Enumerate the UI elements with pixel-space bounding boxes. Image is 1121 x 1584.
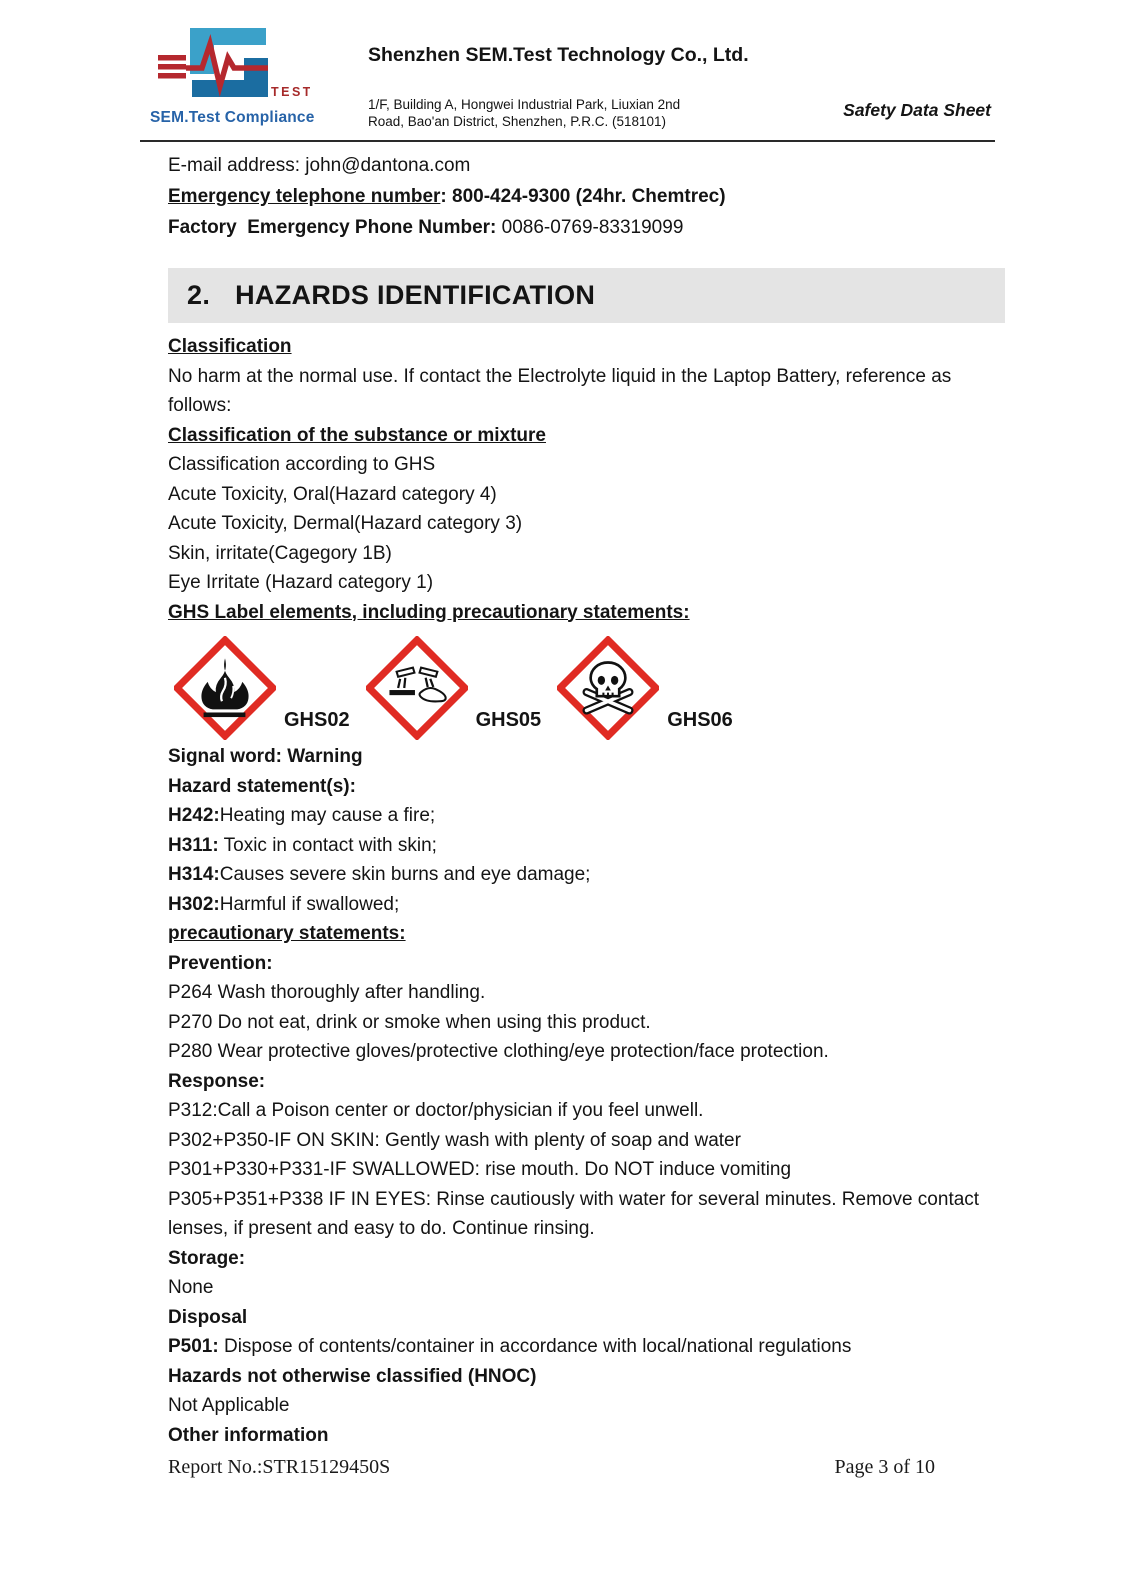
skull-crossbones-icon [557, 636, 659, 740]
email-value: john@dantona.com [305, 155, 471, 176]
storage-value: None [168, 1277, 214, 1298]
response-item: P305+P351+P338 IF IN EYES: Rinse cautiously with water for several minutes. Remove contact lenses, if present and easy to do. Continue rinsing. [168, 1188, 980, 1239]
disposal-code: P501: [168, 1336, 219, 1357]
page-footer [168, 1456, 935, 1479]
corrosion-icon [366, 636, 468, 740]
email-line [168, 150, 990, 181]
classification-item: Acute Toxicity, Dermal(Hazard category 3) [168, 513, 523, 534]
hnoc-value: Not Applicable [168, 1395, 290, 1416]
hazard-text: Heating may cause a fire; [219, 805, 436, 826]
pictogram-code-ghs02: GHS02 [284, 709, 350, 731]
hazard-code: H242: [168, 805, 220, 826]
logo-test-text: TEST [271, 85, 310, 99]
hazard-statement [168, 890, 990, 920]
address-line-2: Road, Bao'an District, Shenzhen, P.R.C. (518101) [368, 113, 666, 129]
prevention-item: P264 Wash thoroughly after handling. [168, 982, 486, 1003]
sem-test-logo-icon [150, 28, 310, 100]
address-line-1: 1/F, Building A, Hongwei Industrial Park, Liuxian 2nd [368, 97, 681, 112]
section-number: 2. [187, 280, 211, 310]
emergency-value: : 800-424-9300 (24hr. Chemtrec) [440, 186, 726, 207]
hazard-text: Toxic in contact with skin; [218, 834, 437, 856]
hazard-statements-list [168, 801, 990, 919]
pictogram-code-ghs06: GHS06 [667, 709, 733, 731]
response-heading: Response: [168, 1070, 266, 1092]
disposal-heading: Disposal [168, 1306, 248, 1328]
hazard-statement [168, 831, 990, 861]
classification-intro-line1: No harm at the normal use. If contact the Electrolyte liquid in the Laptop Battery, reference as [168, 365, 952, 387]
emergency-label: Emergency telephone number [168, 186, 441, 207]
contact-block [168, 150, 990, 243]
classification-heading: Classification [168, 336, 292, 357]
section-title: HAZARDS IDENTIFICATION [235, 280, 596, 310]
prevention-item: P280 Wear protective gloves/protective clothing/eye protection/face protection. [168, 1041, 829, 1062]
other-information-heading: Other information [168, 1424, 329, 1446]
response-item: P302+P350-IF ON SKIN: Gently wash with plenty of soap and water [168, 1129, 741, 1151]
pictogram-code-ghs05: GHS05 [475, 709, 542, 731]
page-number: Page 3 of 10 [834, 1456, 935, 1478]
hazard-text: Harmful if swallowed; [219, 893, 400, 915]
classification-item: Eye Irritate (Hazard category 1) [168, 572, 434, 593]
section-2-header [168, 268, 1005, 323]
storage-heading: Storage: [168, 1247, 246, 1269]
ghs-pictograms [174, 636, 990, 740]
disposal-text: Dispose of contents/container in accordance with local/national regulations [218, 1336, 852, 1357]
classification-subheading: Classification of the substance or mixture [168, 424, 546, 446]
prevention-list [168, 978, 990, 1067]
company-address [368, 97, 680, 130]
emergency-phone-line [168, 181, 990, 212]
company-logo [150, 28, 368, 130]
hazard-code: H314: [168, 864, 220, 885]
factory-label: Factory Emergency Phone Number: [168, 217, 497, 238]
hazard-statement [168, 801, 990, 831]
logo-tagline: SEM.Test Compliance [150, 109, 315, 126]
document-type-title: Safety Data Sheet [843, 100, 991, 120]
response-list [168, 1096, 990, 1244]
header-center [368, 28, 995, 130]
factory-phone-line [168, 212, 990, 243]
hazard-statement [168, 860, 990, 890]
signal-word-line: Signal word: Warning [168, 746, 363, 767]
hazard-statements-heading: Hazard statement(s): [168, 775, 356, 797]
classification-item: Skin, irritate(Cagegory 1B) [168, 542, 392, 564]
report-number: Report No.:STR15129450S [168, 1456, 391, 1478]
hazard-code: H302: [168, 893, 220, 915]
pictogram-ghs05 [366, 636, 544, 740]
document-body [0, 142, 1121, 1450]
ghs-label-heading: GHS Label elements, including precautionary statements: [168, 601, 690, 623]
classification-intro-line2: follows: [168, 395, 232, 416]
response-item: P312:Call a Poison center or doctor/physician if you feel unwell. [168, 1100, 704, 1121]
flame-icon [174, 636, 276, 740]
disposal-line [168, 1332, 990, 1362]
email-label: E-mail address: [168, 155, 300, 176]
prevention-item: P270 Do not eat, drink or smoke when using this product. [168, 1011, 651, 1033]
factory-value: 0086-0769-83319099 [501, 217, 684, 238]
precautionary-heading: precautionary statements: [168, 923, 406, 944]
classification-item: Acute Toxicity, Oral(Hazard category 4) [168, 483, 497, 505]
pictogram-ghs02 [174, 636, 352, 740]
document-header [0, 0, 1121, 130]
classification-item: Classification according to GHS [168, 454, 436, 475]
pictogram-ghs06 [557, 636, 735, 740]
prevention-heading: Prevention: [168, 952, 273, 974]
company-name: Shenzhen SEM.Test Technology Co., Ltd. [368, 44, 749, 66]
hnoc-heading: Hazards not otherwise classified (HNOC) [168, 1365, 537, 1387]
hazard-text: Causes severe skin burns and eye damage; [219, 864, 591, 885]
classification-list [168, 450, 990, 598]
response-item: P301+P330+P331-IF SWALLOWED: rise mouth. Do NOT induce vomiting [168, 1159, 792, 1180]
hazard-code: H311: [168, 834, 219, 856]
